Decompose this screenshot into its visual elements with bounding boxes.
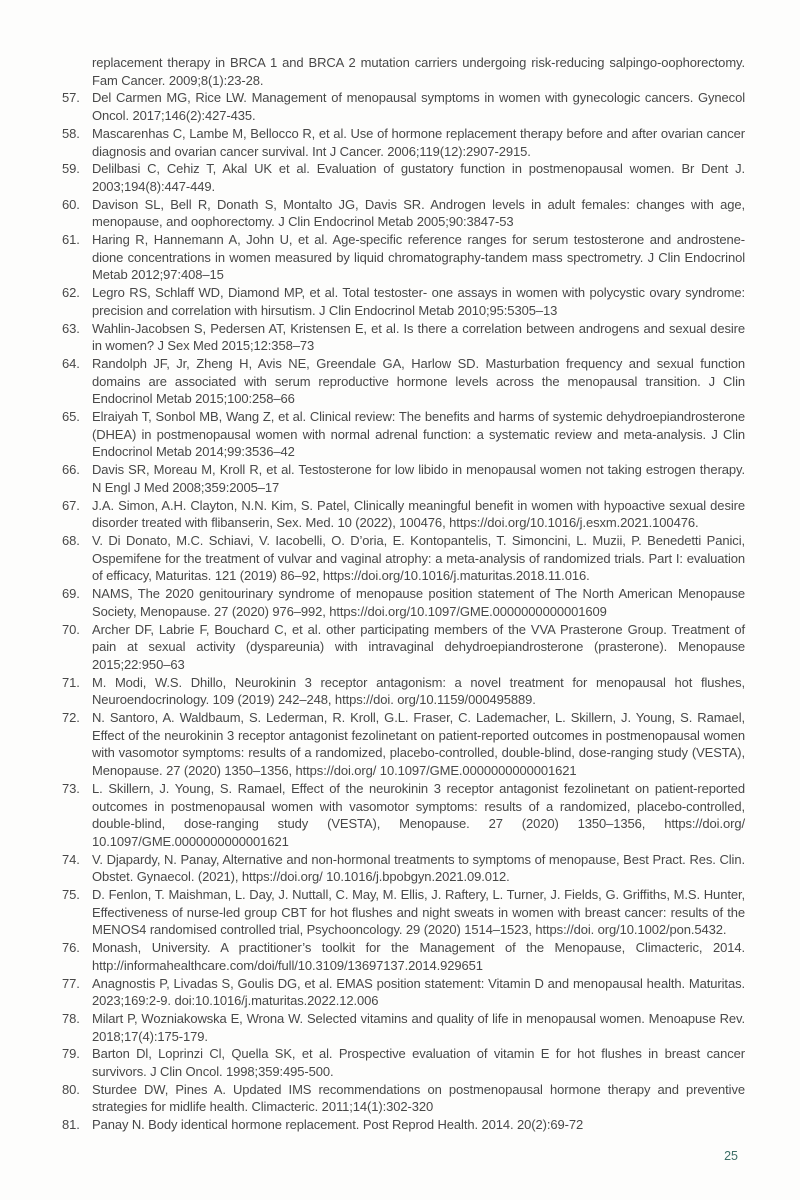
reference-item (62, 621, 745, 674)
reference-text: Archer DF, Labrie F, Bouchard C, et al. other participating members of the VVA Prasterone Group. Treatment of pain at sexual activity (dyspareunia) with intravaginal dehydroepiandrosterone (prasterone). Menopause 2015;22:950–63 (92, 621, 745, 672)
reference-item (62, 1081, 745, 1116)
reference-text: Elraiyah T, Sonbol MB, Wang Z, et al. Clinical review: The benefits and harms of systemic dehydroepiandrosterone (DHEA) in postmenopausal women with normal adrenal function: a systematic review and meta-analysis. J Clin Endocrinol Metab 2014;99:3536–42 (92, 409, 745, 460)
reference-number: 79. (62, 1046, 80, 1062)
reference-text: L. Skillern, J. Young, S. Ramael, Effect of the neurokinin 3 receptor antagonist fezolinetant on patient-reported outcomes in postmenopausal women with vasomotor symptoms: results of a randomized, placebo-controlled, double-blind, dose-ranging study (VESTA), Menopause. 27 (2020) 1350–1356, https://doi.org/ 10.1097/GME.0000000000001621 (92, 780, 745, 849)
reference-number: 80. (62, 1081, 80, 1097)
reference-number: 67. (62, 497, 80, 513)
reference-item (62, 355, 745, 408)
page-number: 25 (724, 1149, 738, 1163)
reference-text: Sturdee DW, Pines A. Updated IMS recommendations on postmenopausal hormone therapy and preventive strategies for midlife health. Climacteric. 2011;14(1):302-320 (92, 1081, 745, 1115)
reference-text: Barton Dl, Loprinzi Cl, Quella SK, et al. Prospective evaluation of vitamin E for hot flushes in breast cancer survivors. J Clin Oncol. 1998;359:495-500. (92, 1046, 745, 1080)
reference-item (62, 939, 745, 974)
reference-text: Anagnostis P, Livadas S, Goulis DG, et al. EMAS position statement: Vitamin D and menopausal health. Maturitas. 2023;169:2-9. doi:10.1016/j.maturitas.2022.12.006 (92, 975, 745, 1009)
reference-item (62, 408, 745, 461)
reference-number: 66. (62, 462, 80, 478)
reference-text: Del Carmen MG, Rice LW. Management of menopausal symptoms in women with gynecologic cancers. Gynecol Oncol. 2017;146(2):427-435. (92, 90, 745, 124)
reference-number: 81. (62, 1117, 80, 1133)
reference-number: 58. (62, 125, 80, 141)
reference-text: Milart P, Wozniakowska E, Wrona W. Selected vitamins and quality of life in menopausal women. Menoapuse Rev. 2018;17(4):175-179. (92, 1010, 745, 1044)
reference-text: M. Modi, W.S. Dhillo, Neurokinin 3 receptor antagonism: a novel treatment for menopausal hot flushes, Neuroendocrinology. 109 (2019) 242–248, https://doi. org/10.1159/000495889. (92, 674, 745, 708)
reference-item (62, 160, 745, 195)
reference-text: Panay N. Body identical hormone replacement. Post Reprod Health. 2014. 20(2):69-72 (92, 1117, 584, 1133)
reference-item (62, 886, 745, 939)
reference-number: 75. (62, 887, 80, 903)
reference-text: Haring R, Hannemann A, John U, et al. Age-specific reference ranges for serum testosterone and androstene- dione concentrations in women measured by liquid chromatography-tandem mass spectrometry. J Clin Endocrinol Metab 2012;97:408–15 (92, 232, 745, 283)
reference-number: 57. (62, 90, 80, 106)
reference-text: replacement therapy in BRCA 1 and BRCA 2 mutation carriers undergoing risk-reducing salpingo-oophorectomy. Fam Cancer. 2009;8(1):23-28. (92, 55, 745, 88)
reference-number: 61. (62, 232, 80, 248)
reference-text: Wahlin-Jacobsen S, Pedersen AT, Kristensen E, et al. Is there a correlation between androgens and sexual desire in women? J Sex Med 2015;12:358–73 (92, 320, 745, 354)
reference-item (62, 54, 745, 89)
reference-item (62, 975, 745, 1010)
reference-item (62, 780, 745, 851)
reference-number: 71. (62, 674, 80, 690)
reference-item (62, 231, 745, 284)
reference-item (62, 497, 745, 532)
reference-text: Davison SL, Bell R, Donath S, Montalto JG, Davis SR. Androgen levels in adult females: changes with age, menopause, and oophorectomy. J Clin Endocrinol Metab 2005;90:3847-53 (92, 196, 745, 230)
reference-item (62, 89, 745, 124)
reference-item (62, 461, 745, 496)
reference-item (62, 851, 745, 886)
reference-text: Delilbasi C, Cehiz T, Akal UK et al. Evaluation of gustatory function in postmenopausal women. Br Dent J. 2003;194(8):447-449. (92, 161, 745, 194)
reference-item (62, 709, 745, 780)
reference-item (62, 532, 745, 585)
reference-item (62, 284, 745, 319)
reference-number: 74. (62, 851, 80, 867)
reference-number: 63. (62, 320, 80, 336)
reference-number: 64. (62, 355, 80, 371)
reference-item (62, 320, 745, 355)
reference-number: 70. (62, 621, 80, 637)
reference-text: J.A. Simon, A.H. Clayton, N.N. Kim, S. Patel, Clinically meaningful benefit in women with hypoactive sexual desire disorder treated with flibanserin, Sex. Med. 10 (2022), 100476, https://doi.org/10.1016/j.esxm.2021.100476. (92, 497, 745, 531)
reference-number: 69. (62, 586, 80, 602)
reference-number: 73. (62, 780, 80, 796)
reference-text: V. Djapardy, N. Panay, Alternative and non-hormonal treatments to symptoms of menopause, Best Pract. Res. Clin. Obstet. Gynaecol. (2021), https://doi.org/ 10.1016/j.bpobgyn.2021.09.012. (92, 851, 745, 885)
reference-text: Legro RS, Schlaff WD, Diamond MP, et al. Total testoster- one assays in women with polycystic ovary syndrome: precision and correlation with hirsutism. J Clin Endocrinol Metab 2010;95:5305–13 (92, 285, 745, 318)
reference-text: Mascarenhas C, Lambe M, Bellocco R, et al. Use of hormone replacement therapy before and after ovarian cancer diagnosis and ovarian cancer survival. Int J Cancer. 2006;119(12):2907-2915. (92, 125, 745, 159)
reference-number: 62. (62, 285, 80, 301)
reference-number: 76. (62, 940, 80, 956)
reference-text: Randolph JF, Jr, Zheng H, Avis NE, Greendale GA, Harlow SD. Masturbation frequency and sexual function domains are associated with serum reproductive hormone levels across the menopausal transition. J Clin Endocrinol Metab 2015;100:258–66 (92, 355, 745, 407)
reference-text: NAMS, The 2020 genitourinary syndrome of menopause position statement of The North American Menopause Society, Menopause. 27 (2020) 976–992, https://doi.org/10.1097/GME.0000000000001609 (92, 586, 745, 619)
reference-number: 68. (62, 532, 80, 548)
reference-text: V. Di Donato, M.C. Schiavi, V. Iacobelli, O. D’oria, E. Kontopantelis, T. Simoncini, L. Muzii, P. Benedetti Panici, Ospemifene for the treatment of vulvar and vaginal atrophy: a meta-analysis of randomized trials. Part I: evaluation of efficacy, Maturitas. 121 (2019) 86–92, https://doi.org/10.1016/j.maturitas.2018.11.016. (92, 532, 745, 584)
reference-text: N. Santoro, A. Waldbaum, S. Lederman, R. Kroll, G.L. Fraser, C. Lademacher, L. Skillern, J. Young, S. Ramael, Effect of the neurokinin 3 receptor antagonist fezolinetant on patient-reported outcomes in postmenopausal women with vasomotor symptoms: results of a randomized, placebo-controlled, double-blind, dose-ranging study (VESTA), Menopause. 27 (2020) 1350–1356, https://doi.org/ 10.1097/GME.0000000000001621 (92, 710, 745, 779)
reference-item (62, 1010, 745, 1045)
reference-list (62, 54, 745, 1134)
reference-item (62, 1045, 745, 1080)
reference-number: 77. (62, 975, 80, 991)
reference-item (62, 1116, 745, 1134)
reference-text: Davis SR, Moreau M, Kroll R, et al. Testosterone for low libido in menopausal women not taking estrogen therapy. N Engl J Med 2008;359:2005–17 (92, 462, 745, 495)
reference-number: 72. (62, 710, 80, 726)
reference-item (62, 125, 745, 160)
reference-number: 78. (62, 1010, 80, 1026)
reference-number: 60. (62, 196, 80, 212)
reference-item (62, 585, 745, 620)
reference-item (62, 196, 745, 231)
reference-text: Monash, University. A practitioner’s toolkit for the Management of the Menopause, Climacteric, 2014. http://informahealthcare.com/doi/full/10.3109/13697137.2014.929651 (92, 940, 745, 973)
reference-text: D. Fenlon, T. Maishman, L. Day, J. Nuttall, C. May, M. Ellis, J. Raftery, L. Turner, J. Fields, G. Griffiths, M.S. Hunter, Effectiveness of nurse-led group CBT for hot flushes and night sweats in women with breast cancer: results of the MENOS4 randomised controlled trial, Psychooncology. 29 (2020) 1514–1523, https://doi. org/10.1002/pon.5432. (92, 887, 745, 938)
reference-item (62, 674, 745, 709)
reference-number: 65. (62, 409, 80, 425)
reference-number: 59. (62, 161, 80, 177)
